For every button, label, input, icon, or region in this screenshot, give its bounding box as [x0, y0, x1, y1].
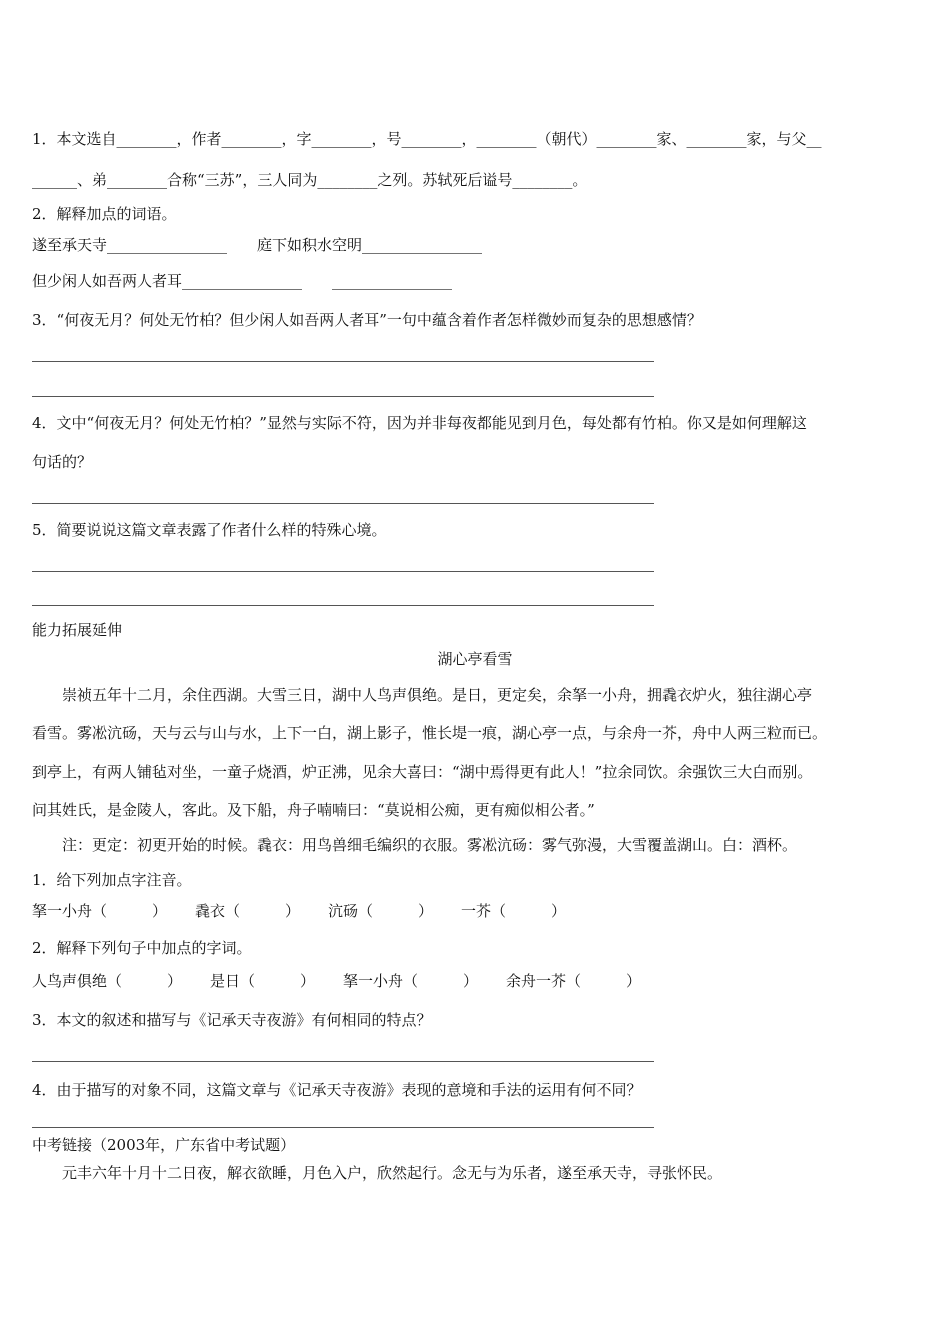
answer-line: [32, 605, 654, 606]
q2-row-1: [32, 235, 482, 255]
answer-line: [32, 361, 654, 362]
exam-text: 元丰六年十月十二日夜，解衣欲睡，月色入户，欣然起行。念无与为乐者，遂至承天寺，寻张怀民。: [62, 1164, 723, 1182]
q4-line-1: 4．文中“何夜无月？何处无竹柏？”显然与实际不符，因为并非每夜都能见到月色，每处都有竹柏。你又是如何理解这: [32, 414, 807, 432]
answer-line: [32, 396, 654, 397]
q1-line-1: 1．本文选自________，作者________，字________，号________，________（朝代）________家、________家，与父__: [32, 130, 822, 148]
ext-q2-item: 是日（ ）: [210, 972, 316, 990]
passage-line-1: 崇祯五年十二月，余住西湖。大雪三日，湖中人鸟声俱绝。是日，更定矣，余拏一小舟，拥毳衣炉火，独往湖心亭: [62, 686, 813, 704]
ext-q1-item: 毳衣（ ）: [195, 902, 301, 920]
ext-q1-item: 沆砀（ ）: [328, 902, 434, 920]
q5-text: 5．简要说说这篇文章表露了作者什么样的特殊心境。: [32, 521, 387, 539]
ext-q3-text: 3．本文的叙述和描写与《记承天寺夜游》有何相同的特点？: [32, 1011, 432, 1029]
exam-heading: 中考链接（2003年，广东省中考试题）: [32, 1136, 296, 1154]
ext-q4-text: 4．由于描写的对象不同，这篇文章与《记承天寺夜游》表现的意境和手法的运用有何不同？: [32, 1081, 642, 1099]
ext-q2-items: [32, 971, 641, 991]
q1-line-2: ______、弟________合称“三苏”，三人同为________之列。苏轼死后谥号________。: [32, 171, 588, 189]
answer-line: [32, 503, 654, 504]
ext-q1-item: 拏一小舟（ ）: [32, 902, 168, 920]
q2-item-4: ________________: [332, 272, 453, 290]
ext-q1-title: 1．给下列加点字注音。: [32, 871, 192, 889]
q3-text: 3．“何夜无月？何处无竹柏？但少闲人如吾两人者耳”一句中蕴含着作者怎样微妙而复杂的思想感情？: [32, 311, 702, 329]
q2-item-2: 庭下如积水空明________________: [257, 236, 483, 254]
passage-line-2: 看雪。雾凇沆砀，天与云与山与水，上下一白，湖上影子，惟长堤一痕，湖心亭一点，与余舟一芥，舟中人两三粒而已。: [32, 724, 828, 742]
ext-q2-title: 2．解释下列句子中加点的字词。: [32, 939, 252, 957]
passage-title: 湖心亭看雪: [437, 650, 513, 668]
passage-line-3: 到亭上，有两人铺毡对坐，一童子烧酒，炉正沸，见余大喜曰：“湖中焉得更有此人！”拉余同饮。余强饮三大白而别。: [32, 763, 813, 781]
q4-line-2: 句话的？: [32, 453, 93, 471]
q2-row-2: [32, 271, 452, 291]
q2-title: 2．解释加点的词语。: [32, 205, 177, 223]
answer-line: [32, 1127, 654, 1128]
q2-item-1: 遂至承天寺________________: [32, 236, 228, 254]
q2-item-3: 但少闲人如吾两人者耳________________: [32, 272, 303, 290]
ext-q1-item: 一芥（ ）: [461, 902, 567, 920]
ext-q2-item: 人鸟声俱绝（ ）: [32, 972, 183, 990]
answer-line: [32, 1061, 654, 1062]
passage-note: 注：更定：初更开始的时候。毳衣：用鸟兽细毛编织的衣服。雾凇沆砀：雾气弥漫，大雪覆盖湖山。白：酒杯。: [62, 836, 798, 854]
answer-line: [32, 571, 654, 572]
passage-line-4: 问其姓氏，是金陵人，客此。及下船，舟子喃喃曰：“莫说相公痴，更有痴似相公者。”: [32, 801, 595, 819]
ext-q2-item: 拏一小舟（ ）: [343, 972, 479, 990]
ext-q1-items: [32, 901, 566, 921]
ext-q2-item: 余舟一芥（ ）: [506, 972, 642, 990]
section-heading: 能力拓展延伸: [32, 621, 123, 639]
